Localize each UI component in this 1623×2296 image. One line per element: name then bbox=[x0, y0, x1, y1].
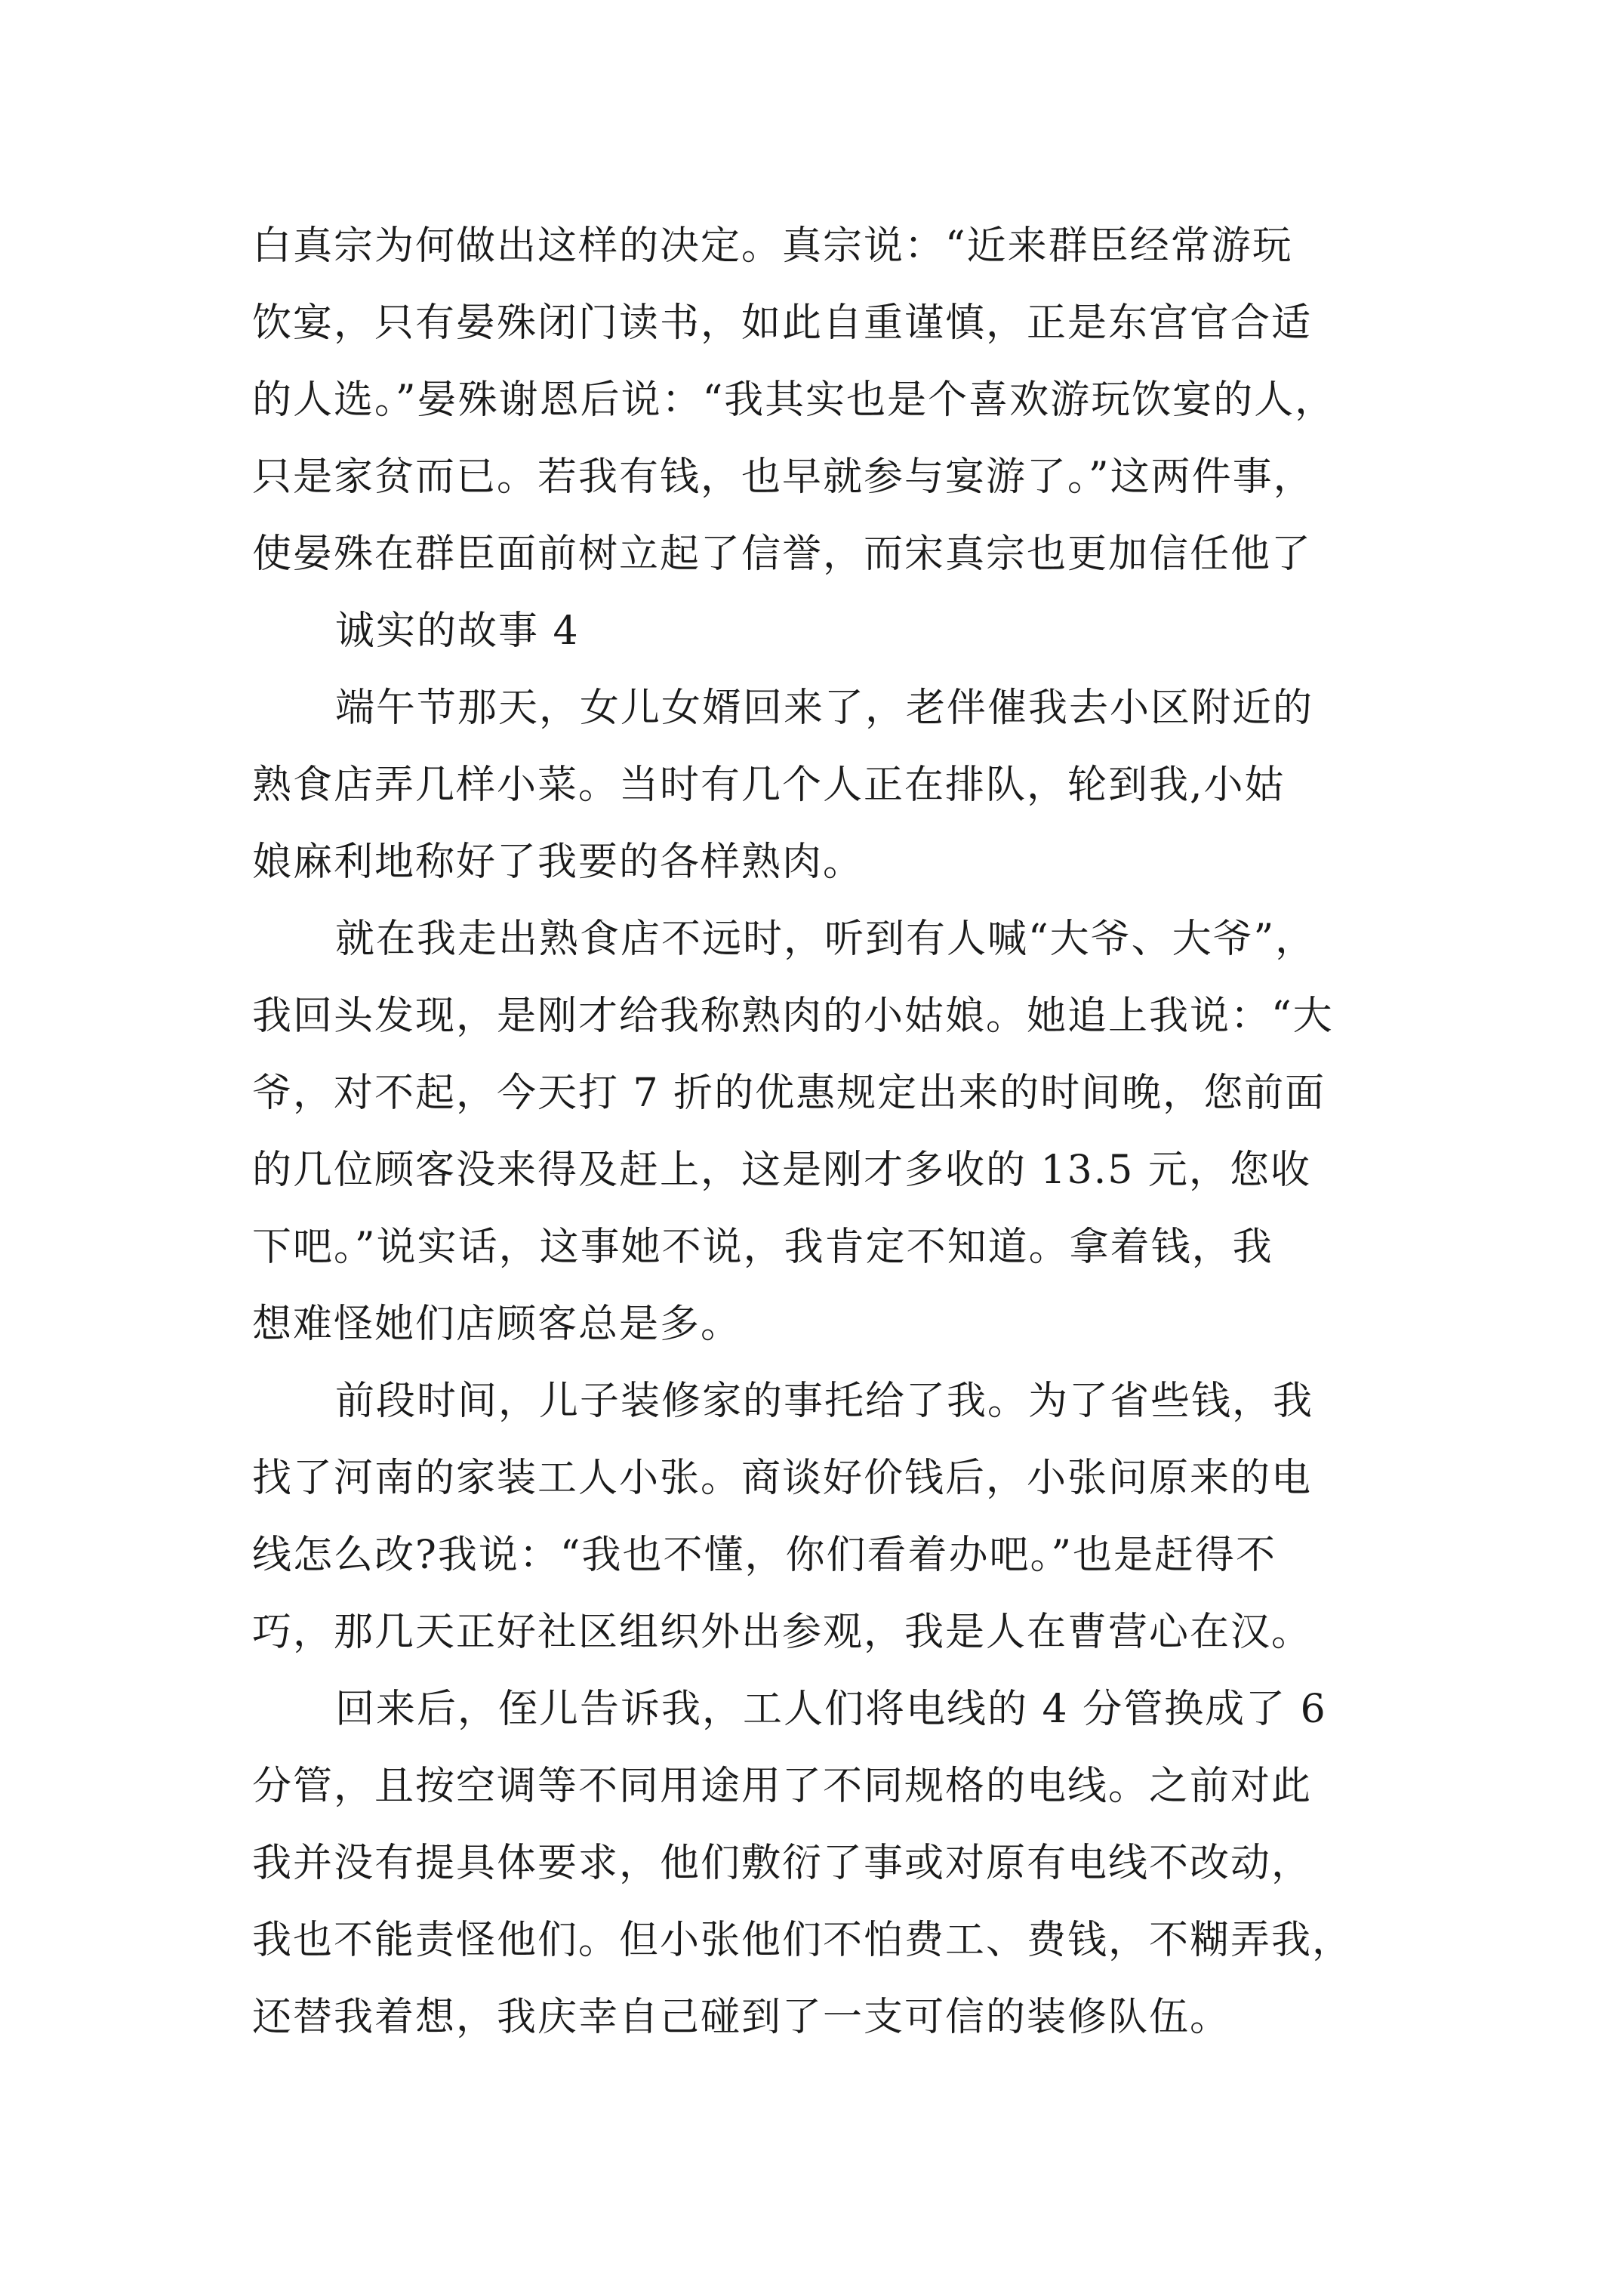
text-line: 就在我走出熟食店不远时，听到有人喊“大爷、大爷”， bbox=[335, 917, 1317, 962]
text-line: 的人选。”晏殊谢恩后说：“我其实也是个喜欢游玩饮宴的人， bbox=[252, 378, 1336, 423]
text-line: 饮宴，只有晏殊闭门读书，如此自重谨慎，正是东宫官合适 bbox=[252, 300, 1313, 346]
text-line: 白真宗为何做出这样的决定。真宗说：“近来群臣经常游玩 bbox=[252, 223, 1293, 269]
text-line: 诚实的故事 4 bbox=[335, 609, 580, 654]
text-line: 我也不能责怪他们。但小张他们不怕费工、费钱，不糊弄我， bbox=[252, 1918, 1354, 1963]
text-line: 回来后，侄儿告诉我，工人们将电线的 4 分管换成了 6 bbox=[335, 1687, 1327, 1732]
text-line: 我并没有提具体要求，他们敷衍了事或对原有电线不改动， bbox=[252, 1841, 1313, 1886]
text-line: 端午节那天，女儿女婿回来了，老伴催我去小区附近的 bbox=[335, 686, 1314, 731]
text-line: 使晏殊在群臣面前树立起了信誉，而宋真宗也更加信任他了 bbox=[252, 532, 1313, 577]
text-line: 只是家贫而已。若我有钱，也早就参与宴游了。”这两件事， bbox=[252, 455, 1314, 500]
text-line: 找了河南的家装工人小张。商谈好价钱后，小张问原来的电 bbox=[252, 1456, 1313, 1501]
text-line: 前段时间，儿子装修家的事托给了我。为了省些钱，我 bbox=[335, 1379, 1314, 1424]
text-line: 下吧。”说实话，这事她不说，我肯定不知道。拿着钱，我 bbox=[252, 1225, 1273, 1270]
text-line: 的几位顾客没来得及赶上，这是刚才多收的 13.5 元，您收 bbox=[252, 1148, 1311, 1193]
text-line: 熟食店弄几样小菜。当时有几个人正在排队，轮到我,小姑 bbox=[252, 763, 1286, 808]
text-line: 爷，对不起，今天打 7 折的优惠规定出来的时间晚，您前面 bbox=[252, 1071, 1326, 1116]
document-body bbox=[252, 208, 1384, 2056]
text-line: 分管，且按空调等不同用途用了不同规格的电线。之前对此 bbox=[252, 1764, 1313, 1809]
text-line: 想难怪她们店顾客总是多。 bbox=[252, 1302, 742, 1347]
text-line: 线怎么改?我说：“我也不懂，你们看着办吧。”也是赶得不 bbox=[252, 1533, 1277, 1578]
text-line: 娘麻利地称好了我要的各样熟肉。 bbox=[252, 840, 864, 885]
text-line: 我回头发现，是刚才给我称熟肉的小姑娘。她追上我说：“大 bbox=[252, 994, 1334, 1039]
text-line: 巧，那几天正好社区组织外出参观，我是人在曹营心在汉。 bbox=[252, 1610, 1313, 1655]
text-line: 还替我着想，我庆幸自己碰到了一支可信的装修队伍。 bbox=[252, 1995, 1231, 2040]
